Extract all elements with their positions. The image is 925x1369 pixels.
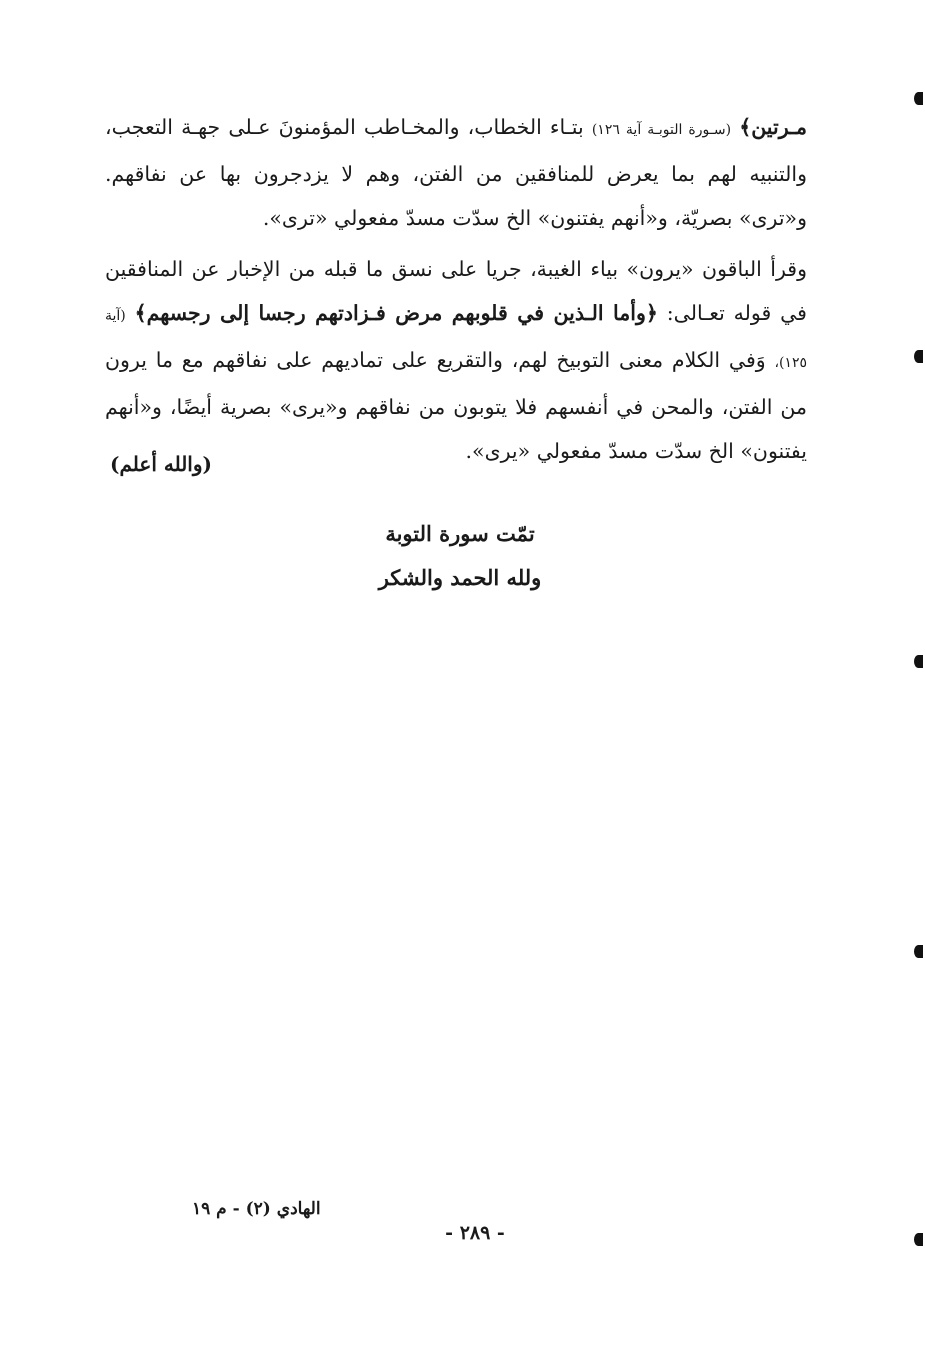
paragraph-1-text: بتـاء الخطاب، والمخـاطب المؤمنونَ عـلى جهـة التعجب، والتنبيه لهم بما يعرض للمنافقين من الفتن، وهم لا يزدجرون بها عن نفاقهم. و«ترى» بصريّة، و«أنهم يفتنون» الخ سدّت مسدّ مفعولي «ترى». (105, 114, 807, 230)
verse-end: مـرتين﴾ (739, 114, 807, 139)
verse-citation-2: (آية ١٢٥)، (105, 307, 807, 371)
colophon-line-1: تمّت سورة التوبة (385, 521, 535, 546)
scan-edge-mark (914, 945, 923, 958)
paragraph-2-text-b: وَفي الكلام معنى التوبيخ لهم، والتقريع على تماديهم على نفاقهم مع ما يرون من الفتن، والمحن في أنفسهم فلا يتوبون من نفاقهم و«يرى» بصرية أيضًا، و«أنهم يفتنون» الخ سدّت مسدّ مفعولي «يرى». (105, 347, 807, 463)
page-number: - ٢٨٩ - (445, 1222, 505, 1244)
colophon-line-2: ولله الحمد والشكر (378, 565, 542, 590)
verse-citation: (سـورة التوبـة آية ١٢٦) (591, 121, 732, 138)
paragraph-2-text-a: وقرأ الباقون «يرون» بياء الغيبة، جريا على نسق ما قبله من الإخبار عن المنافقين في قوله تعـالى: (105, 256, 807, 325)
paragraph-1 (105, 105, 807, 240)
paragraph-2 (105, 247, 807, 473)
scan-edge-mark (914, 92, 923, 105)
volume-signature: الهادي (٢) - م ١٩ (192, 1199, 321, 1219)
scan-edge-mark (914, 1233, 923, 1246)
closing-phrase: (والله أعلم) (110, 452, 212, 476)
scan-edge-mark (914, 655, 923, 668)
scan-edge-mark (914, 350, 923, 363)
colophon (290, 512, 630, 600)
quoted-verse: ﴿وأما الـذين في قلوبهم مرض فـزادتهم رجسا إلى رجسهم﴾ (134, 300, 658, 325)
